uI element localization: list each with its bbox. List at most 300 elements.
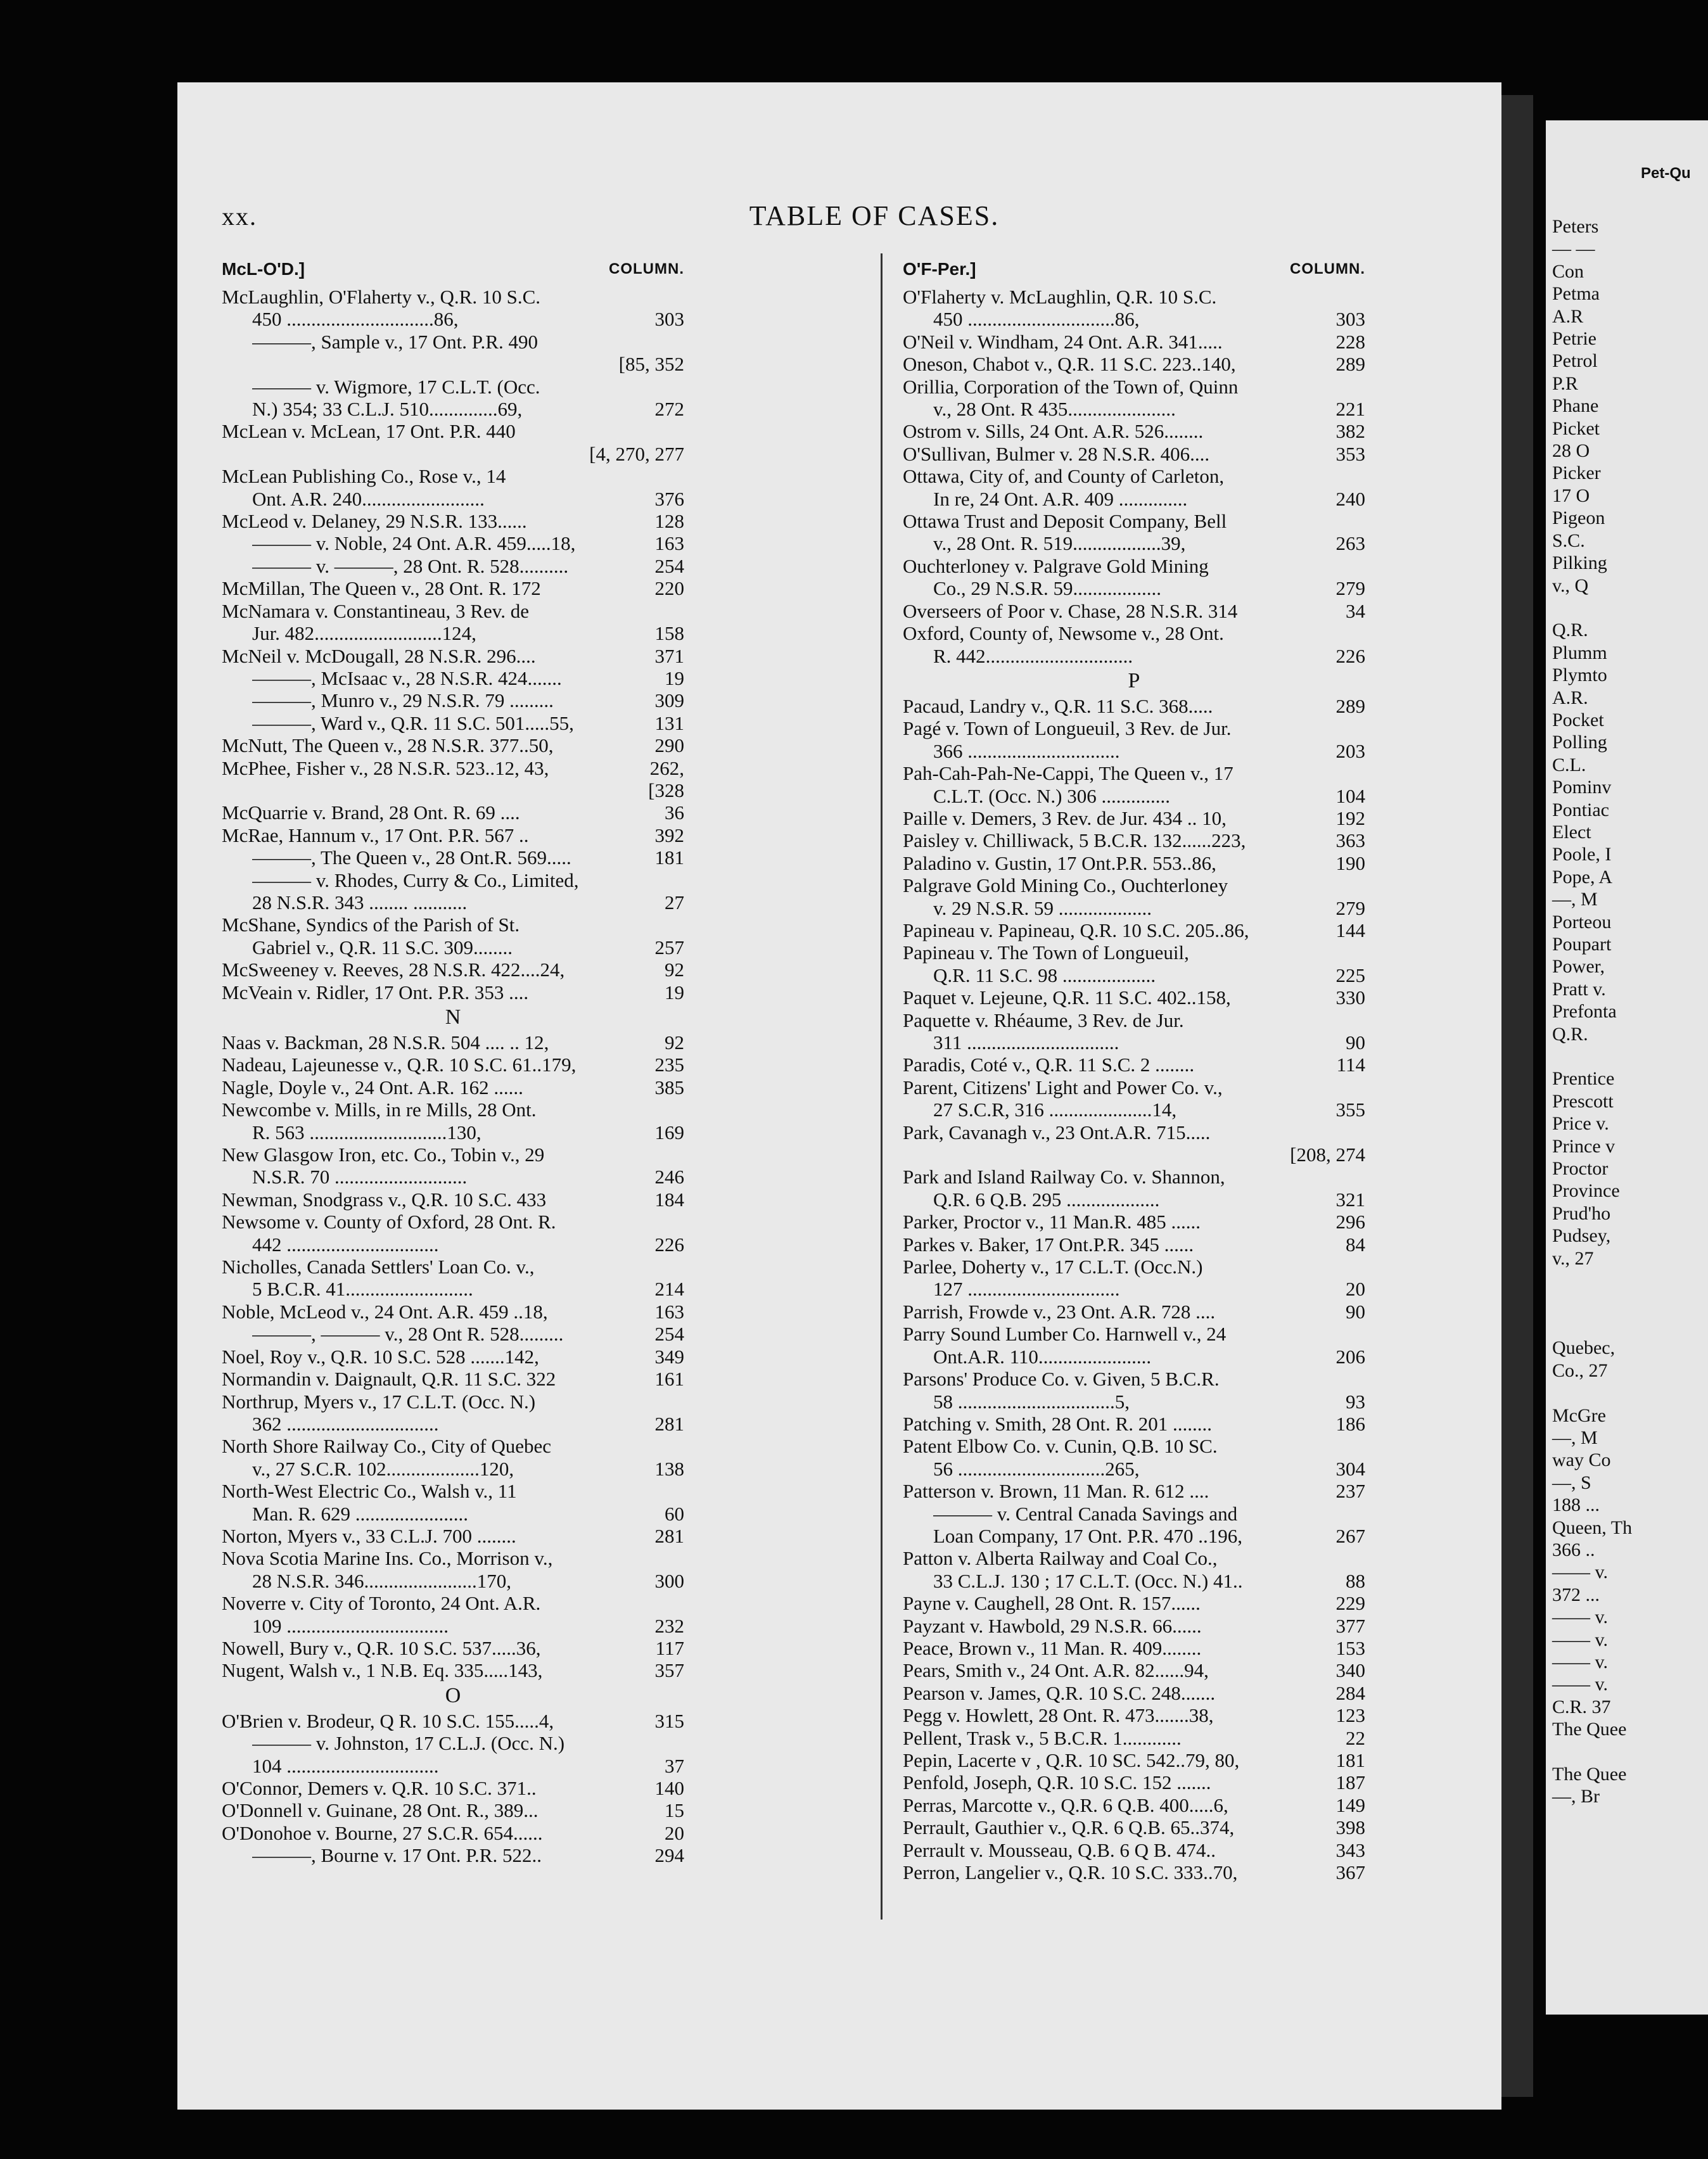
adjacent-page-line: Power,	[1552, 956, 1605, 978]
case-name: Nagle, Doyle v., 24 Ont. A.R. 162 ......	[222, 1076, 523, 1099]
case-name: Newcombe v. Mills, in re Mills, 28 Ont.	[222, 1099, 537, 1121]
case-entry	[903, 1816, 1365, 1838]
right-column-entries	[903, 286, 1365, 1883]
column-reference: 371	[654, 644, 684, 667]
case-name: 104 ...............................	[252, 1754, 439, 1777]
case-entry	[222, 488, 684, 510]
column-reference: 104	[1335, 784, 1365, 807]
case-name: McPhee, Fisher v., 28 N.S.R. 523..12, 43,	[222, 756, 549, 779]
column-reference: 92	[665, 1031, 684, 1054]
case-entry	[222, 1143, 684, 1166]
case-name: Pearson v. James, Q.R. 10 S.C. 248.......	[903, 1681, 1216, 1704]
left-column-header	[222, 257, 684, 282]
case-name: O'Donnell v. Guinane, 28 Ont. R., 389...	[222, 1799, 539, 1822]
column-reference: 363	[1335, 829, 1365, 852]
case-entry	[903, 964, 1365, 986]
case-entry	[222, 914, 684, 936]
column-reference: 281	[654, 1412, 684, 1435]
case-entry	[903, 376, 1365, 398]
case-entry	[222, 1659, 684, 1681]
case-entry	[903, 1368, 1365, 1390]
column-reference: 392	[654, 824, 684, 846]
case-entry	[222, 1615, 684, 1637]
adjacent-page-line: Petrol	[1552, 350, 1598, 372]
case-entry	[222, 443, 684, 465]
column-reference: 206	[1335, 1345, 1365, 1368]
column-reference: 303	[654, 308, 684, 331]
case-entry	[222, 1391, 684, 1413]
case-name: Nugent, Walsh v., 1 N.B. Eq. 335.....143,	[222, 1659, 543, 1682]
case-entry	[222, 465, 684, 487]
case-name: Patterson v. Brown, 11 Man. R. 612 ....	[903, 1480, 1209, 1503]
adjacent-page-line: —, S	[1552, 1472, 1591, 1493]
case-entry	[222, 398, 684, 420]
case-name: Paquet v. Lejeune, Q.R. 11 S.C. 402..158,	[903, 986, 1231, 1009]
column-reference: 228	[1335, 330, 1365, 353]
adjacent-page-line: Prince v	[1552, 1135, 1616, 1157]
case-name: Parrish, Frowde v., 23 Ont. A.R. 728 ....	[903, 1300, 1216, 1323]
case-name: Payzant v. Hawbold, 29 N.S.R. 66......	[903, 1614, 1202, 1637]
case-name: 366 ...............................	[933, 739, 1120, 762]
adjacent-page-line: A.R	[1552, 305, 1584, 327]
adjacent-page-line: Q.R.	[1552, 620, 1588, 641]
case-entry	[222, 308, 684, 330]
adjacent-page-line: Province	[1552, 1180, 1620, 1202]
case-entry	[222, 1637, 684, 1659]
column-reference: 377	[1335, 1614, 1365, 1637]
case-name: Nadeau, Lajeunesse v., Q.R. 10 S.C. 61..179,	[222, 1054, 577, 1076]
adjacent-page-line: Pontiac	[1552, 799, 1609, 820]
column-reference: 289	[1335, 353, 1365, 376]
case-entry	[903, 555, 1365, 577]
case-entry	[222, 1480, 684, 1502]
case-name: Pegg v. Howlett, 28 Ont. R. 473.......38,	[903, 1704, 1214, 1727]
column-reference: 158	[654, 622, 684, 645]
case-entry	[903, 532, 1365, 554]
case-name: Pears, Smith v., 24 Ont. A.R. 82......94,	[903, 1659, 1209, 1682]
adjacent-page-line: 188 ...	[1552, 1494, 1600, 1516]
column-reference: 163	[654, 532, 684, 555]
case-name: Pagé v. Town of Longueuil, 3 Rev. de Jur.	[903, 717, 1232, 740]
case-entry	[222, 981, 684, 1003]
column-reference: 36	[665, 801, 684, 824]
case-name: Perron, Langelier v., Q.R. 10 S.C. 333..70,	[903, 1861, 1238, 1884]
case-name: 109 .................................	[252, 1614, 449, 1637]
column-reference	[1360, 286, 1365, 308]
column-reference: [208, 274	[1290, 1143, 1365, 1166]
case-name: 56 ..............................265,	[933, 1457, 1140, 1480]
case-entry	[903, 1413, 1365, 1435]
case-name: McNamara v. Constantineau, 3 Rev. de	[222, 599, 529, 622]
case-entry	[222, 1278, 684, 1300]
case-name: Perras, Marcotte v., Q.R. 6 Q.B. 400.....6,	[903, 1793, 1228, 1816]
case-entry	[903, 785, 1365, 807]
column-reference: 128	[654, 510, 684, 533]
column-reference: 398	[1335, 1816, 1365, 1839]
column-reference	[679, 286, 684, 308]
column-reference: 190	[1335, 851, 1365, 874]
adjacent-page-line: Porteou	[1552, 911, 1612, 933]
case-entry	[222, 1570, 684, 1592]
case-entry	[222, 846, 684, 869]
column-reference	[1360, 1121, 1365, 1143]
case-name: ———, McIsaac v., 28 N.S.R. 424.......	[252, 666, 562, 689]
column-reference	[1360, 1076, 1365, 1099]
column-reference: [4, 270, 277	[589, 442, 684, 465]
adjacent-page-line: Pope, A	[1552, 866, 1613, 888]
case-entry	[903, 1256, 1365, 1278]
case-name: Park and Island Railway Co. v. Shannon,	[903, 1166, 1225, 1188]
case-entry	[903, 1143, 1365, 1166]
case-name: Co., 29 N.S.R. 59..................	[933, 577, 1161, 600]
column-reference: 90	[1346, 1031, 1365, 1054]
case-entry	[222, 1755, 684, 1777]
case-name: Penfold, Joseph, Q.R. 10 S.C. 152 .......	[903, 1771, 1211, 1794]
case-name: North Shore Railway Co., City of Quebec	[222, 1435, 552, 1458]
case-entry	[903, 1211, 1365, 1233]
case-name: ——— v. Johnston, 17 C.L.J. (Occ. N.)	[252, 1732, 565, 1755]
column-reference	[679, 420, 684, 442]
column-reference	[1360, 717, 1365, 739]
case-entry	[903, 941, 1365, 964]
case-entry	[222, 1822, 684, 1844]
adjacent-page-line: Prefonta	[1552, 1001, 1617, 1022]
left-column-range: McL-O'D.]	[222, 259, 305, 279]
case-entry	[903, 622, 1365, 644]
case-name: Paradis, Coté v., Q.R. 11 S.C. 2 ........	[903, 1054, 1195, 1076]
case-name: Q.R. 6 Q.B. 295 ...................	[933, 1188, 1160, 1211]
column-reference: 330	[1335, 986, 1365, 1009]
case-entry	[222, 1346, 684, 1368]
adjacent-page-line: Plymto	[1552, 665, 1607, 686]
column-reference: 20	[1346, 1278, 1365, 1301]
case-entry	[222, 1031, 684, 1054]
case-name: 28 N.S.R. 346.......................170,	[252, 1569, 512, 1592]
case-name: 28 N.S.R. 343 ........ ...........	[252, 891, 468, 914]
case-entry	[903, 1323, 1365, 1345]
adjacent-page-line	[1546, 597, 1708, 619]
case-entry	[903, 510, 1365, 532]
case-entry	[903, 1704, 1365, 1726]
case-entry	[903, 1547, 1365, 1569]
case-entry	[903, 986, 1365, 1009]
case-entry	[222, 420, 684, 442]
case-entry	[903, 852, 1365, 874]
adjacent-page-line: Plumm	[1552, 642, 1607, 663]
case-entry	[903, 919, 1365, 941]
column-reference	[679, 1435, 684, 1457]
column-reference: 349	[654, 1345, 684, 1368]
column-reference: 240	[1335, 487, 1365, 510]
column-reference	[679, 914, 684, 936]
case-name: Ont.A.R. 110.......................	[933, 1345, 1152, 1368]
case-name: McNeil v. McDougall, 28 N.S.R. 296....	[222, 644, 536, 667]
case-name: v. 29 N.S.R. 59 ...................	[933, 896, 1152, 919]
case-entry	[903, 874, 1365, 896]
case-entry	[903, 829, 1365, 851]
case-entry	[903, 465, 1365, 487]
case-name: Park, Cavanagh v., 23 Ont.A.R. 715.....	[903, 1121, 1211, 1143]
column-reference: 220	[654, 577, 684, 600]
case-entry	[903, 645, 1365, 667]
column-reference	[1360, 762, 1365, 784]
case-name: Loan Company, 17 Ont. P.R. 470 ..196,	[933, 1524, 1242, 1547]
case-entry	[903, 577, 1365, 599]
column-reference: 88	[1346, 1569, 1365, 1592]
column-reference: 181	[654, 846, 684, 869]
case-name: Pah-Cah-Pah-Ne-Cappi, The Queen v., 17	[903, 762, 1233, 785]
column-reference: 232	[654, 1614, 684, 1637]
column-reference: 263	[1335, 532, 1365, 555]
case-name: v., 27 S.C.R. 102...................120,	[252, 1457, 514, 1480]
column-reference: 355	[1335, 1099, 1365, 1121]
case-entry	[222, 532, 684, 554]
column-reference	[1360, 510, 1365, 532]
adjacent-page-line	[1546, 1315, 1708, 1337]
case-name: 450 ..............................86,	[252, 308, 459, 331]
case-name: O'Connor, Demers v. Q.R. 10 S.C. 371..	[222, 1777, 537, 1799]
column-reference	[679, 1211, 684, 1233]
case-name: ———, Munro v., 29 N.S.R. 79 .........	[252, 689, 554, 712]
case-name: ——— v. ———, 28 Ont. R. 528..........	[252, 554, 569, 577]
column-reference: 289	[1335, 694, 1365, 717]
column-reference: 149	[1335, 1793, 1365, 1816]
case-name: Paladino v. Gustin, 17 Ont.P.R. 553..86,	[903, 851, 1216, 874]
column-reference: 20	[665, 1821, 684, 1844]
adjacent-page-line: Pilking	[1552, 552, 1607, 574]
column-reference	[679, 465, 684, 487]
case-entry	[222, 1799, 684, 1821]
case-entry	[222, 779, 684, 801]
adjacent-page-line: Pocket	[1552, 709, 1604, 730]
case-name: Overseers of Poor v. Chase, 28 N.S.R. 314	[903, 599, 1238, 622]
column-reference: 144	[1335, 919, 1365, 941]
adjacent-page-line: 366 ..	[1552, 1539, 1595, 1560]
column-reference	[679, 600, 684, 622]
column-reference: 229	[1335, 1592, 1365, 1615]
column-reference	[679, 1256, 684, 1278]
column-reference: 343	[1335, 1838, 1365, 1861]
column-reference: 382	[1335, 420, 1365, 443]
column-reference: 257	[654, 936, 684, 958]
case-name: McLean Publishing Co., Rose v., 14	[222, 465, 506, 488]
case-name: Ostrom v. Sills, 24 Ont. A.R. 526........	[903, 420, 1204, 443]
adjacent-page-line: Con	[1552, 260, 1584, 282]
column-reference: 90	[1346, 1300, 1365, 1323]
case-entry	[903, 1188, 1365, 1211]
adjacent-page-line: C.R. 37	[1552, 1696, 1611, 1717]
case-entry	[222, 1844, 684, 1866]
case-entry	[222, 1547, 684, 1569]
column-reference	[679, 1391, 684, 1413]
case-entry	[222, 891, 684, 914]
adjacent-page-line: —— v.	[1552, 1562, 1609, 1583]
case-entry	[222, 331, 684, 353]
case-name: v., 28 Ont. R. 519..................39,	[933, 532, 1186, 555]
case-entry	[903, 488, 1365, 510]
case-name: Peace, Brown v., 11 Man. R. 409........	[903, 1636, 1202, 1659]
case-name: Northrup, Myers v., 17 C.L.T. (Occ. N.)	[222, 1390, 536, 1413]
adjacent-page-range: Pet-Qu	[1641, 165, 1691, 182]
case-entry	[903, 1659, 1365, 1681]
section-letter: N	[445, 1005, 461, 1029]
column-reference	[1360, 1166, 1365, 1188]
case-entry	[222, 869, 684, 891]
case-name: Parkes v. Baker, 17 Ont.P.R. 345 ......	[903, 1233, 1194, 1256]
case-entry	[903, 1503, 1365, 1525]
case-entry	[903, 420, 1365, 442]
column-reference: 123	[1335, 1704, 1365, 1727]
case-entry	[222, 286, 684, 308]
adjacent-page-line: 17 O	[1552, 485, 1590, 506]
column-reference: 262,	[649, 756, 684, 779]
adjacent-page-line: Picker	[1552, 462, 1601, 484]
adjacent-page-line: Q.R.	[1552, 1023, 1588, 1045]
column-reference: 19	[665, 666, 684, 689]
case-name: Newman, Snodgrass v., Q.R. 10 S.C. 433	[222, 1188, 547, 1211]
case-name: Noel, Roy v., Q.R. 10 S.C. 528 .......142,	[222, 1345, 539, 1368]
case-name: Paisley v. Chilliwack, 5 B.C.R. 132......223,	[903, 829, 1246, 852]
case-entry	[903, 1525, 1365, 1547]
column-reference: 192	[1335, 806, 1365, 829]
adjacent-page-line: —— v.	[1552, 1629, 1609, 1650]
case-entry	[903, 1278, 1365, 1300]
case-name: Pellent, Trask v., 5 B.C.R. 1............	[903, 1726, 1182, 1749]
case-entry	[222, 824, 684, 846]
adjacent-page-line: S.C.	[1552, 530, 1585, 551]
column-reference: 235	[654, 1054, 684, 1076]
case-entry	[222, 645, 684, 667]
adjacent-page-line: Poupart	[1552, 934, 1612, 955]
case-name: ———, Ward v., Q.R. 11 S.C. 501.....55,	[252, 711, 574, 734]
case-entry	[903, 807, 1365, 829]
case-entry	[903, 1839, 1365, 1861]
case-name: O'Sullivan, Bulmer v. 28 N.S.R. 406....	[903, 442, 1210, 465]
page-title: TABLE OF CASES.	[749, 200, 1000, 231]
column-reference: 303	[1335, 308, 1365, 331]
case-entry	[222, 936, 684, 958]
column-reference: 367	[1335, 1861, 1365, 1884]
case-name: v., 28 Ont. R 435......................	[933, 398, 1176, 421]
case-name: ——— v. Central Canada Savings and	[933, 1502, 1238, 1525]
adjacent-page-line	[1546, 1270, 1708, 1292]
adjacent-page-line: The Quee	[1552, 1764, 1627, 1785]
column-reference: 34	[1346, 599, 1365, 622]
case-name: North-West Electric Co., Walsh v., 11	[222, 1480, 517, 1503]
case-entry	[903, 1076, 1365, 1099]
case-name: Palgrave Gold Mining Co., Ouchterloney	[903, 874, 1228, 897]
case-name: Q.R. 11 S.C. 98 ...................	[933, 964, 1156, 986]
case-name: ———, ——— v., 28 Ont R. 528.........	[252, 1323, 564, 1346]
case-name: Papineau v. The Town of Longueuil,	[903, 941, 1189, 964]
adjacent-page-line: Pominv	[1552, 777, 1612, 798]
column-reference: 161	[654, 1368, 684, 1391]
column-reference: 169	[654, 1121, 684, 1143]
case-entry	[222, 600, 684, 622]
case-entry	[903, 1121, 1365, 1143]
adjacent-page-line	[1546, 1741, 1708, 1763]
case-name: Paquette v. Rhéaume, 3 Rev. de Jur.	[903, 1009, 1184, 1031]
case-entry	[903, 1861, 1365, 1883]
adjacent-page-fragment	[1546, 120, 1708, 2015]
column-reference: 226	[1335, 644, 1365, 667]
adjacent-page-line: —— v.	[1552, 1607, 1609, 1628]
column-reference: 163	[654, 1300, 684, 1323]
case-entry	[222, 1525, 684, 1547]
case-entry	[222, 1368, 684, 1390]
case-entry	[222, 1256, 684, 1278]
column-reference: 279	[1335, 896, 1365, 919]
case-entry	[903, 1166, 1365, 1188]
column-reference: 221	[1335, 398, 1365, 421]
column-reference	[679, 1547, 684, 1569]
case-name: R. 563 ............................130,	[252, 1121, 481, 1143]
case-entry	[903, 1570, 1365, 1592]
column-reference: 19	[665, 981, 684, 1003]
case-name: N.) 354; 33 C.L.J. 510..............69,	[252, 398, 523, 421]
column-reference: 300	[654, 1569, 684, 1592]
case-name: 450 ..............................86,	[933, 308, 1140, 331]
column-reference: 214	[654, 1278, 684, 1301]
column-reference: 140	[654, 1777, 684, 1799]
case-entry	[903, 308, 1365, 330]
column-reference	[679, 1099, 684, 1121]
case-entry	[903, 331, 1365, 353]
column-reference: 376	[654, 487, 684, 510]
case-entry	[222, 1054, 684, 1076]
column-reference: 37	[665, 1754, 684, 1777]
case-entry	[903, 717, 1365, 739]
section-letter: O	[445, 1683, 461, 1707]
case-name: 58 ................................5,	[933, 1390, 1130, 1413]
case-name: Pepin, Lacerte v , Q.R. 10 SC. 542..79, 80,	[903, 1749, 1240, 1771]
case-entry	[222, 622, 684, 644]
case-name: Nicholles, Canada Settlers' Loan Co. v.,	[222, 1256, 535, 1278]
column-reference	[1360, 465, 1365, 487]
adjacent-page-line: v., Q	[1552, 575, 1589, 596]
adjacent-page-line	[1546, 1382, 1708, 1404]
adjacent-page-line: Peters	[1552, 216, 1599, 237]
case-name: McMillan, The Queen v., 28 Ont. R. 172	[222, 577, 541, 600]
case-entry	[222, 1710, 684, 1732]
column-reference	[1360, 1368, 1365, 1390]
column-reference: 290	[654, 734, 684, 757]
case-name: 442 ...............................	[252, 1233, 439, 1256]
column-reference	[679, 1480, 684, 1502]
adjacent-page-lines	[1546, 215, 1708, 1808]
case-entry	[903, 740, 1365, 762]
case-name: Perrault, Gauthier v., Q.R. 6 Q.B. 65..374,	[903, 1816, 1235, 1839]
column-reference: [328	[648, 779, 684, 801]
column-reference: 15	[665, 1799, 684, 1822]
column-reference: 131	[654, 711, 684, 734]
column-reference: 181	[1335, 1749, 1365, 1771]
column-reference: 60	[665, 1502, 684, 1525]
case-name: O'Flaherty v. McLaughlin, Q.R. 10 S.C.	[903, 286, 1217, 308]
column-reference	[1360, 874, 1365, 896]
case-name: New Glasgow Iron, etc. Co., Tobin v., 29	[222, 1143, 545, 1166]
case-name: 27 S.C.R, 316 .....................14,	[933, 1099, 1177, 1121]
case-name: Orillia, Corporation of the Town of, Quinn	[903, 375, 1239, 398]
column-reference: 296	[1335, 1211, 1365, 1233]
column-reference: 315	[654, 1709, 684, 1732]
column-reference: 340	[1335, 1659, 1365, 1682]
case-entry	[222, 1301, 684, 1323]
case-entry	[222, 757, 684, 779]
case-name: Parry Sound Lumber Co. Harnwell v., 24	[903, 1323, 1227, 1346]
column-reference: 304	[1335, 1457, 1365, 1480]
adjacent-page-line: Picket	[1552, 417, 1600, 439]
